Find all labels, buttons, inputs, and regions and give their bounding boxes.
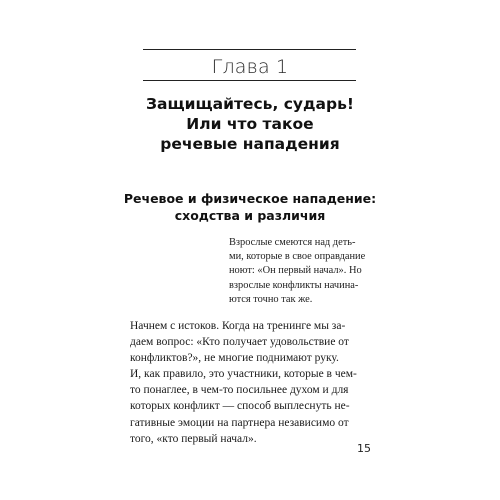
body-paragraph bbox=[130, 318, 370, 447]
body-line: И, как правило, это участники, которые в чем- bbox=[130, 368, 357, 381]
body-line: гативные эмоции на партнера независимо от bbox=[130, 416, 349, 429]
epigraph-line: взрослые конфликты начина- bbox=[229, 279, 359, 291]
section-heading-line: сходства и различия bbox=[174, 208, 326, 223]
body-line: даем вопрос: «Кто получает удовольствие от bbox=[130, 336, 349, 349]
chapter-rule-top bbox=[143, 49, 356, 50]
chapter-title-line: речевые нападения bbox=[160, 135, 340, 153]
body-line: конфликтов?», не многие поднимают руку. bbox=[130, 352, 339, 365]
epigraph-line: ми, которые в свое оправдание bbox=[229, 251, 366, 263]
chapter-title-line: Защищайтесь, сударь! bbox=[146, 95, 354, 113]
body-line: то понаглее, в чем-то посильнее духом и для bbox=[130, 384, 349, 397]
chapter-title bbox=[0, 94, 500, 154]
body-line: Начнем с истоков. Когда на тренинге мы за- bbox=[130, 320, 346, 332]
section-heading bbox=[0, 190, 500, 224]
epigraph-line: ются точно так же. bbox=[229, 293, 313, 305]
chapter-title-line: Или что такое bbox=[186, 115, 314, 133]
body-line: которых конфликт — способ выплеснуть не- bbox=[130, 400, 350, 413]
chapter-label: Глава 1 bbox=[211, 56, 289, 78]
epigraph bbox=[229, 236, 369, 307]
epigraph-line: Взрослые смеются над деть- bbox=[229, 237, 356, 248]
body-line: того, «кто первый начал». bbox=[130, 432, 257, 445]
chapter-rule-bottom bbox=[143, 80, 356, 81]
epigraph-line: ноют: «Он первый начал». Но bbox=[229, 265, 362, 277]
page-number: 15 bbox=[357, 442, 371, 455]
section-heading-line: Речевое и физическое нападение: bbox=[123, 191, 377, 206]
